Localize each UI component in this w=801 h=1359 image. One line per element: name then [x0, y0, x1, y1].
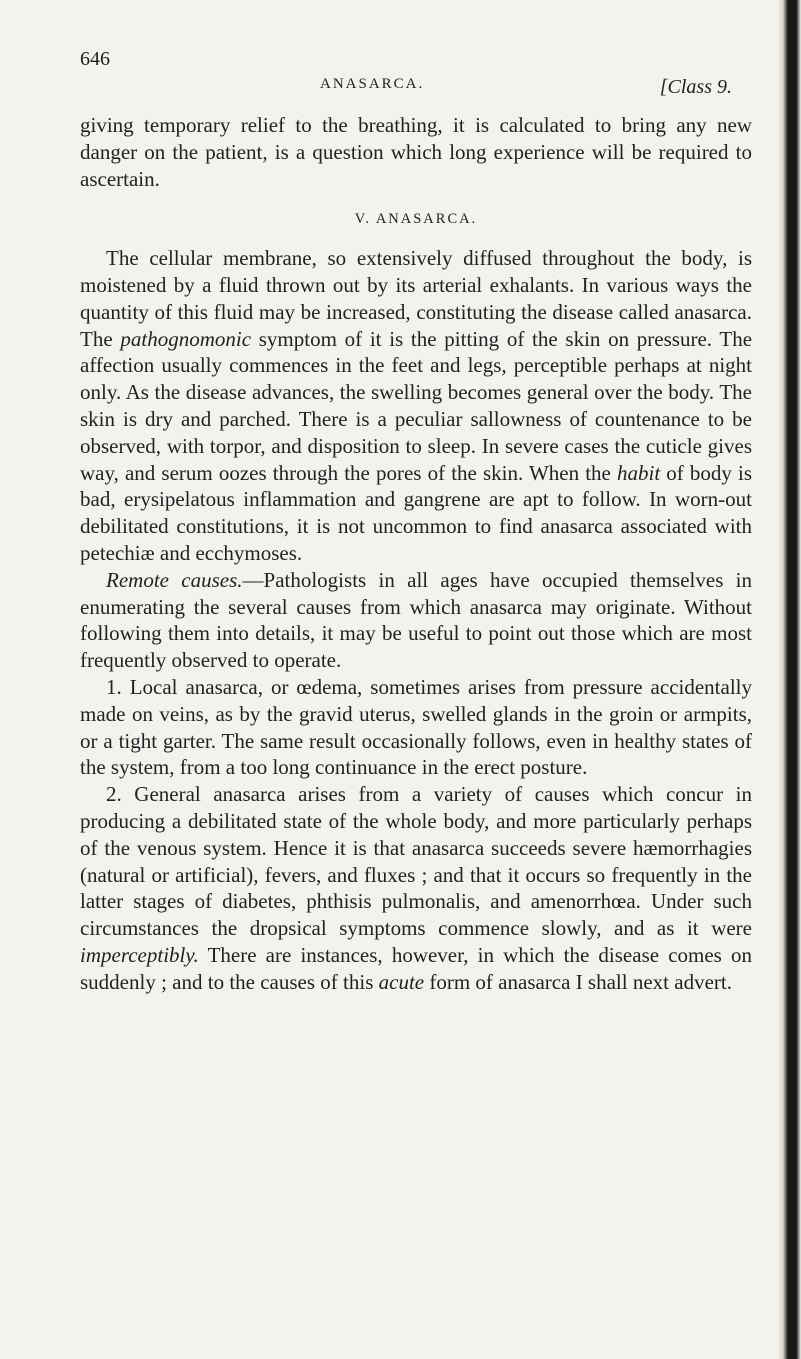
section-heading: V. ANASARCA.	[354, 211, 478, 228]
paragraph-remote-causes	[80, 567, 752, 674]
paragraph-local-anasarca: 1. Local anasarca, or œdema, sometimes arises from pressure accidentally made on veins, as by the gravid uterus, swelled glands in the groin or armpits, or a tight garter. The same result occasionally follows, even in healthy states of the system, from a too long continuance in the erect posture.	[80, 674, 752, 780]
italic-term-pathognomonic: pathognomonic	[120, 326, 252, 351]
running-head	[80, 48, 760, 98]
paragraph-text: symptom of it is the pitting of the skin on pressure. The affection usually commences in the feet and legs, perceptible perhaps at night only. As the disease advances, the swelling becomes general over the body. The skin is dry and parched. There is a peculiar sallowness of countenance to be observed, with torpor, and disposition to sleep. In severe cases the cuticle gives way, and serum oozes through the pores of the skin. When the	[80, 326, 753, 485]
paragraph-text: The cellular membrane, so extensively diffused throughout the body, is moistened by a fluid thrown out by its arterial exhalants. In various ways the quantity of this fluid may be increased, constituting the disease called anasarca. The	[80, 246, 752, 351]
paragraph-text: There are instances, however, in which the disease comes on suddenly ; and to the causes of this	[80, 942, 753, 994]
paragraph-text: form of anasarca I shall next advert.	[429, 969, 732, 994]
page-number: 646	[80, 48, 110, 70]
paragraph-general-anasarca	[80, 781, 752, 995]
body-text	[80, 112, 752, 996]
paragraph-symptoms	[80, 245, 752, 567]
paragraph-text: of body is bad, erysipelatous inflammation and gangrene are apt to follow. In worn-out debilitated constitutions, it is not uncommon to find anasarca associated with petechiæ and ecchymoses.	[80, 460, 753, 565]
italic-term-imperceptibly: imperceptibly.	[80, 942, 199, 967]
paragraph-text: —Pathologists in all ages have occupied themselves in enumerating the several causes from which anasarca may originate. Without following them into details, it may be useful to point out those which are most frequently observed to operate.	[80, 567, 752, 673]
subheading-remote-causes: Remote causes.	[106, 567, 243, 592]
italic-term-acute: acute	[378, 969, 425, 994]
header-title: ANASARCA.	[320, 76, 425, 92]
class-label: [Class 9.	[659, 76, 732, 98]
italic-term-habit: habit	[617, 460, 661, 485]
paragraph-text: 2. General anasarca arises from a variety of causes which concur in producing a debilitated state of the whole body, and more particularly perhaps of the venous system. Hence it is that anasarca succeeds severe hæmorrhagies (natural or artificial), fevers, and fluxes ; and that it occurs so frequently in the latter stages of diabetes, phthisis pulmonalis, and amenorrhœa. Under such circumstances the dropsical symptoms commence slowly, and as it were	[80, 782, 752, 941]
page-edge-shadow	[777, 0, 801, 1359]
continuation-paragraph: giving temporary relief to the breathing, it is calculated to bring any new danger on the patient, is a question which long experience will be required to ascertain.	[80, 113, 752, 191]
